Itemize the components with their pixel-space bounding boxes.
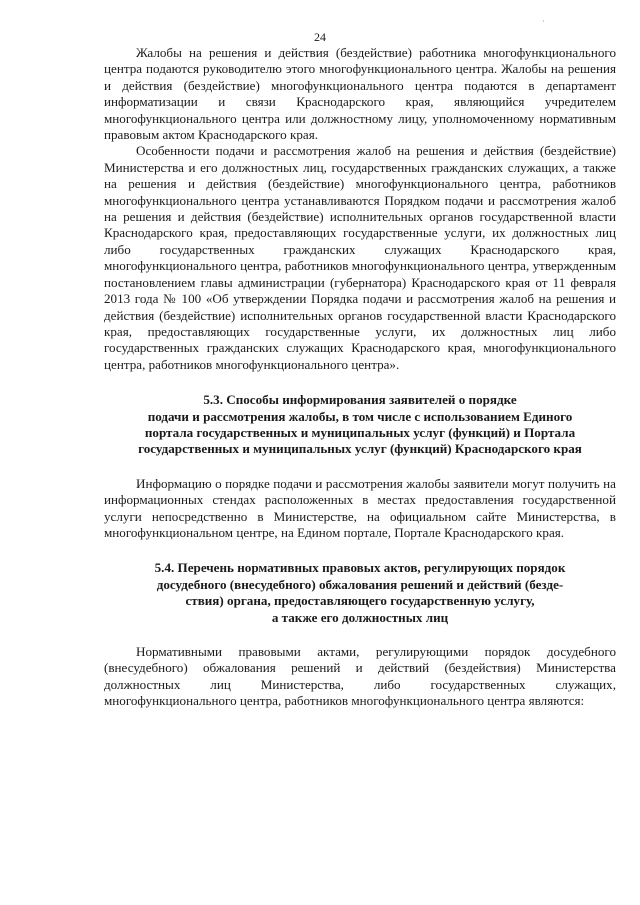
section-5-4-heading-line: ствия) органа, предоставляющего государственную услугу, [185, 593, 535, 609]
section-5-4-heading-line: а также его должностных лиц [271, 609, 449, 625]
section-5-4-heading [104, 560, 616, 626]
section-5-4-heading-line: 5.4. Перечень нормативных правовых актов, регулирующих порядок [154, 560, 566, 576]
section-5-3-heading-line: портала государственных и муниципальных услуг (функций) и Портала [144, 424, 576, 440]
section-5-3-heading-line: подачи и рассмотрения жалобы, в том числе с использованием Единого [147, 408, 573, 424]
section-5-3-paragraph: Информацию о порядке подачи и рассмотрения жалобы заявители могут получить на информационных стендах расположенных в местах предоставления государственной услуги непосредственно в Министерстве, на официальном сайте Министерства, в многофункциональном центре, на Едином портале, Портале Краснодарского края. [104, 475, 616, 540]
paragraph-complaint-procedure: Особенности подачи и рассмотрения жалоб на решения и действия (бездействие) Министерства и его должностных лиц, государственных гражданских служащих, а также на решения и действия (бездействие) многофункционального центра, работников многофункционального центра устанавливаются Порядком подачи и рассмотрения жалоб на решения и действия (бездействие) исполнительных органов государственной власти Краснодарского края, предоставляющих государственные услуги, их должностных лиц либо государственных гражданских служащих Краснодарского края, многофункционального центра, работников многофункционального центра, утвержденным постановлением главы администрации (губернатора) Краснодарского края от 11 февраля 2013 года № 100 «Об утверждении Порядка подачи и рассмотрения жалоб на решения и действия (бездействие) исполнительных органов государственной власти Краснодарского края, предоставляющих государственные услуги, их должностных лиц либо государственных гражданских служащих Краснодарского края, многофункционального центра, работников многофункционального центра». [104, 143, 616, 372]
page-content [104, 45, 616, 710]
scan-dot: · [542, 17, 545, 26]
section-5-3-heading-line: 5.3. Способы информирования заявителей о порядке [203, 392, 517, 408]
section-5-3-heading [104, 392, 616, 458]
section-5-3-heading-line: государственных и муниципальных услуг (функций) Краснодарского края [138, 441, 582, 457]
page-number: 24 [314, 30, 326, 44]
section-5-4-paragraph: Нормативными правовыми актами, регулирующими порядок досудебного (внесудебного) обжалования решений и действий (бездействия) Министерства должностных лиц Министерства, либо государственных служащих, многофункционального центра, работников многофункционального центра являются: [104, 644, 616, 709]
paragraph-mfc-complaints: Жалобы на решения и действия (бездействие) работника многофункционального центра подаются руководителю этого многофункционального центра. Жалобы на решения и действия (бездействие) многофункционального центра подаются в департамент информатизации и связи Краснодарского края, являющийся учредителем многофункционального центра или должностному лицу, уполномоченному нормативным правовым актом Краснодарского края. [104, 45, 616, 143]
section-5-4-heading-line: досудебного (внесудебного) обжалования решений и действий (безде- [156, 576, 564, 592]
